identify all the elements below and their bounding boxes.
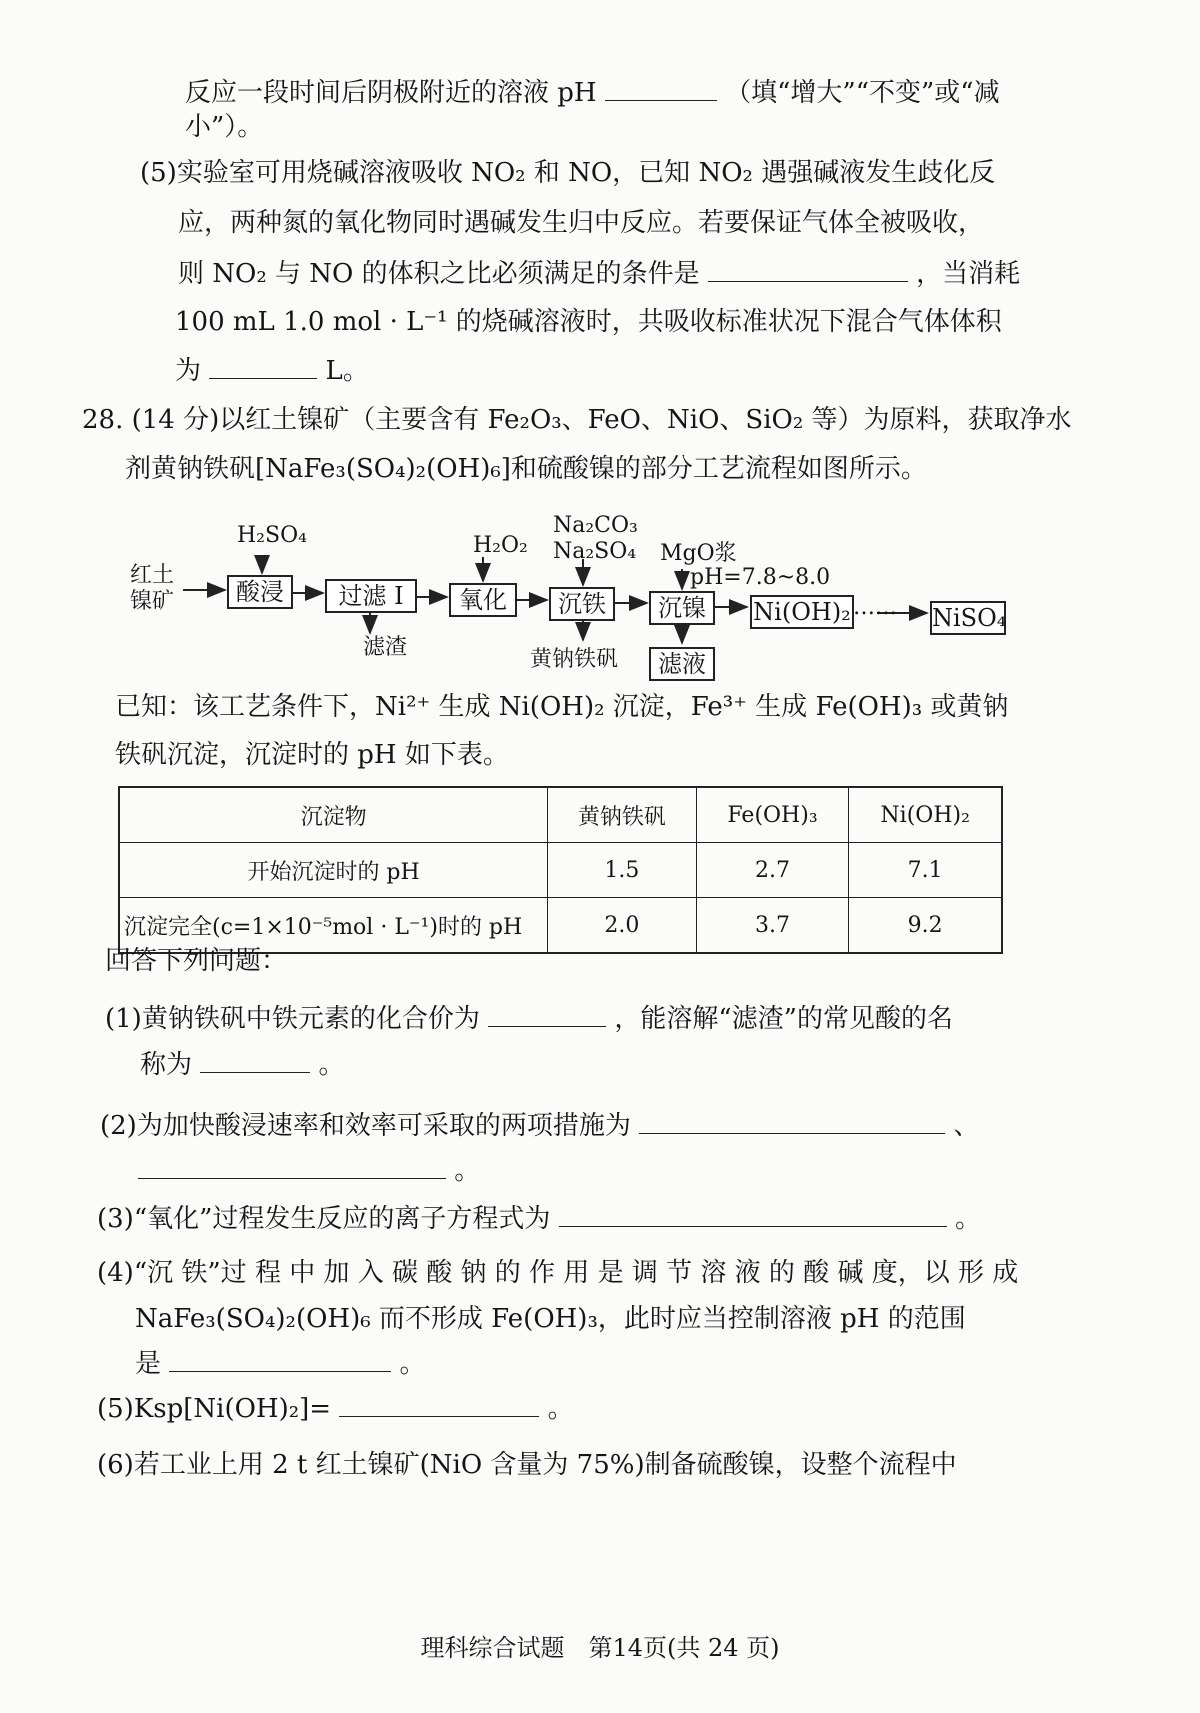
- flow-start-line2: 镍矿: [130, 589, 175, 614]
- flow-start-line1: 红土: [130, 563, 175, 588]
- q28-part4-line2: NaFe₃(SO₄)₂(OH)₆ 而不形成 Fe(OH)₃，此时应当控制溶液 pH 的范围: [135, 1304, 966, 1334]
- flow-reagent-mgo: MgO浆: [660, 541, 737, 566]
- q27-line2: 小”）。: [185, 112, 264, 142]
- table-cell: 开始沉淀时的 pH: [119, 843, 548, 898]
- q27-5-line5-pre: 为: [175, 356, 202, 386]
- q28-part3-text: (3)“氧化”过程发生反应的离子方程式为: [97, 1204, 551, 1234]
- flow-residue: 滤渣: [363, 635, 408, 660]
- table-cell: 3.7: [696, 898, 849, 954]
- flow-step-filter: 过滤 I: [325, 579, 417, 613]
- q28-intro-line1: 28. (14 分)以红土镍矿（主要含有 Fe₂O₃、FeO、NiO、SiO₂ 等）为原料，获取净水: [82, 405, 1072, 435]
- q27-5-line3-text: 则 NO₂ 与 NO 的体积之比必须满足的条件是: [178, 259, 700, 289]
- table-header-cell: Fe(OH)₃: [696, 787, 849, 843]
- answer-blank[interactable]: [138, 1152, 446, 1179]
- q27-5-line3-tail: ，当消耗: [916, 259, 1021, 289]
- q27-5-line5: [175, 352, 369, 388]
- ph-table: [118, 786, 1003, 954]
- answer-blank[interactable]: [209, 352, 317, 379]
- table-header-cell: Ni(OH)₂: [849, 787, 1002, 843]
- answer-blank[interactable]: [200, 1046, 310, 1073]
- flow-step-oxidize: 氧化: [449, 583, 517, 617]
- q27-5-line2: 应，两种氮的氧化物同时遇碱发生归中反应。若要保证气体全被吸收，: [178, 208, 985, 238]
- table-cell: 2.7: [696, 843, 849, 898]
- q28-part4-line3: [135, 1345, 426, 1381]
- flow-product-niso4: NiSO₄: [930, 601, 1006, 635]
- q27-line1: [185, 74, 1000, 110]
- q28-part1-line1: [105, 1000, 953, 1036]
- q28-part2-line1: [100, 1107, 979, 1143]
- flow-reagent-na2co3: Na₂CO₃: [553, 513, 638, 538]
- q27-5-line3: [178, 255, 1020, 291]
- table-cell: 2.0: [548, 898, 697, 954]
- answer-blank[interactable]: [488, 1000, 606, 1027]
- flow-dots: ……: [853, 595, 897, 620]
- answer-blank[interactable]: [708, 255, 908, 282]
- flow-reagent-na2so4: Na₂SO₄: [553, 539, 637, 564]
- answer-prompt: 回答下列问题：: [105, 946, 288, 976]
- table-row: [119, 843, 1002, 898]
- q28-part1-end: 。: [318, 1050, 345, 1080]
- answer-blank[interactable]: [605, 74, 717, 101]
- q28-part3-end: 。: [954, 1204, 981, 1234]
- q28-part1-text-a: (1)黄钠铁矾中铁元素的化合价为: [105, 1004, 480, 1034]
- table-cell: 沉淀完全(c=1×10⁻⁵mol · L⁻¹)时的 pH: [119, 898, 548, 954]
- q28-part5-end: 。: [547, 1394, 574, 1424]
- flow-product-jarosite: 黄钠铁矾: [530, 647, 619, 672]
- q27-line1-tail: （填“增大”“不变”或“减: [725, 78, 1000, 108]
- q28-part3: [97, 1200, 981, 1236]
- flow-reagent-ph: pH=7.8~8.0: [690, 565, 831, 590]
- flow-step-nickel-precipitation: 沉镍: [649, 591, 715, 625]
- q28-known-line1: 已知：该工艺条件下，Ni²⁺ 生成 Ni(OH)₂ 沉淀，Fe³⁺ 生成 Fe(OH)₃ 或黄钠: [115, 692, 1009, 722]
- q28-part2-sep: 、: [953, 1111, 980, 1141]
- q28-intro-line2: 剂黄钠铁矾[NaFe₃(SO₄)₂(OH)₆]和硫酸镍的部分工艺流程如图所示。: [125, 454, 927, 484]
- q28-part1-text-c: 称为: [140, 1050, 193, 1080]
- table-cell: 9.2: [849, 898, 1002, 954]
- answer-blank[interactable]: [559, 1200, 947, 1227]
- flow-product-nioh2: Ni(OH)₂: [750, 595, 854, 629]
- q27-line1-text: 反应一段时间后阴极附近的溶液 pH: [185, 78, 597, 108]
- q27-5-line4: 100 mL 1.0 mol · L⁻¹ 的烧碱溶液时，共吸收标准状况下混合气体体积: [175, 307, 1002, 337]
- flow-reagent-h2o2: H₂O₂: [473, 533, 528, 558]
- q28-part1-line2: [140, 1046, 345, 1082]
- q28-part5: [97, 1390, 574, 1426]
- q28-part5-text: (5)Ksp[Ni(OH)₂]=: [97, 1394, 332, 1424]
- page-footer: 理科综合试题 第14页(共 24 页): [420, 1634, 780, 1662]
- process-flow-diagram: [125, 513, 1115, 755]
- table-cell: 1.5: [548, 843, 697, 898]
- q28-part1-text-b: ，能溶解“滤渣”的常见酸的名: [614, 1004, 953, 1034]
- q27-5-line5-post: L。: [325, 356, 369, 386]
- table-header-row: [119, 787, 1002, 843]
- answer-blank[interactable]: [339, 1390, 539, 1417]
- table-header-cell: 沉淀物: [119, 787, 548, 843]
- table-header-cell: 黄钠铁矾: [548, 787, 697, 843]
- q28-known-line2: 铁矾沉淀，沉淀时的 pH 如下表。: [115, 740, 509, 770]
- table-cell: 7.1: [849, 843, 1002, 898]
- answer-blank[interactable]: [639, 1107, 945, 1134]
- q28-part4-line1: (4)“沉 铁”过 程 中 加 入 碳 酸 钠 的 作 用 是 调 节 溶 液 的 酸 碱 度，以 形 成: [97, 1258, 1019, 1288]
- q28-part6-line1: (6)若工业上用 2 t 红土镍矿(NiO 含量为 75%)制备硫酸镍，设整个流程中: [97, 1450, 957, 1480]
- q28-part4-text-c: 是: [135, 1349, 162, 1379]
- q28-part4-end: 。: [399, 1349, 426, 1379]
- q28-part2-text: (2)为加快酸浸速率和效率可采取的两项措施为: [100, 1111, 631, 1141]
- flow-step-iron-precipitation: 沉铁: [549, 587, 615, 621]
- q28-part2-end: 。: [454, 1156, 481, 1186]
- q27-5-line1: (5)实验室可用烧碱溶液吸收 NO₂ 和 NO，已知 NO₂ 遇强碱液发生歧化反: [140, 158, 996, 188]
- q28-part2-line2: [138, 1152, 480, 1188]
- flow-reagent-h2so4: H₂SO₄: [237, 523, 307, 548]
- flow-filtrate: 滤液: [649, 647, 715, 681]
- answer-blank[interactable]: [169, 1345, 391, 1372]
- flow-step-acid-leach: 酸浸: [227, 575, 293, 609]
